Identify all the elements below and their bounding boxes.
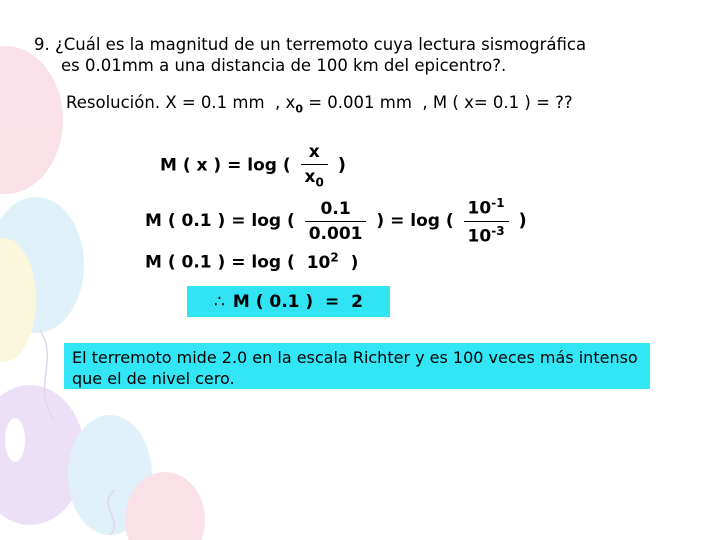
eq1-denominator: $x_0$ [301, 164, 328, 189]
problem-line-1: ¿Cuál es la magnitud de un terremoto cuya lectura sismográfica [55, 35, 587, 54]
equation-2 [145, 196, 527, 246]
eq2-fraction-1 [305, 199, 367, 244]
resolution-x: X = 0.1 mm , [165, 93, 281, 112]
eq1-left: M ( x ) = log ( [160, 155, 291, 176]
eq2-right: ) [518, 210, 527, 232]
resolution-x0-sub: 0 [295, 102, 303, 116]
equation-1 [160, 142, 346, 189]
eq2-fraction-2 [464, 196, 509, 246]
eq1-right: ) [337, 154, 347, 176]
eq2-numerator-2: $10^{-1}$ [467, 196, 505, 219]
eq3-power: $10^2$ [306, 250, 339, 273]
problem-line-2: es 0.01mm a una distancia de 100 km del epicentro?. [61, 56, 507, 75]
result-text: M ( 0.1 ) = 2 [232, 291, 363, 312]
eq1-numerator: x [308, 142, 320, 162]
resolution-label: Resolución. [66, 93, 161, 112]
eq3-right: ) [350, 252, 359, 273]
problem-number: 9. [34, 35, 50, 54]
eq2-denominator-2: $10^{-3}$ [464, 221, 509, 247]
eq1-fraction [301, 142, 328, 189]
resolution-x0-name: x [285, 93, 296, 112]
resolution-question: M ( x= 0.1 ) = ?? [432, 93, 573, 112]
eq3-left: M ( 0.1 ) = log ( [145, 252, 295, 273]
problem-statement [34, 34, 674, 76]
therefore-symbol: ∴ [214, 291, 225, 312]
result-highlight [187, 286, 390, 317]
balloon-white-highlight [5, 418, 25, 462]
eq2-middle: ) = log ( [376, 211, 454, 232]
equation-3 [145, 250, 358, 273]
eq2-denominator-1: 0.001 [305, 221, 367, 244]
resolution-line [66, 93, 573, 115]
resolution-x0-value: = 0.001 mm , [308, 93, 428, 112]
conclusion-box: El terremoto mide 2.0 en la escala Richter y es 100 veces más intenso que el de nivel cero. [64, 343, 650, 389]
eq2-numerator-1: 0.1 [320, 198, 351, 219]
eq2-left: M ( 0.1 ) = log ( [145, 211, 295, 232]
